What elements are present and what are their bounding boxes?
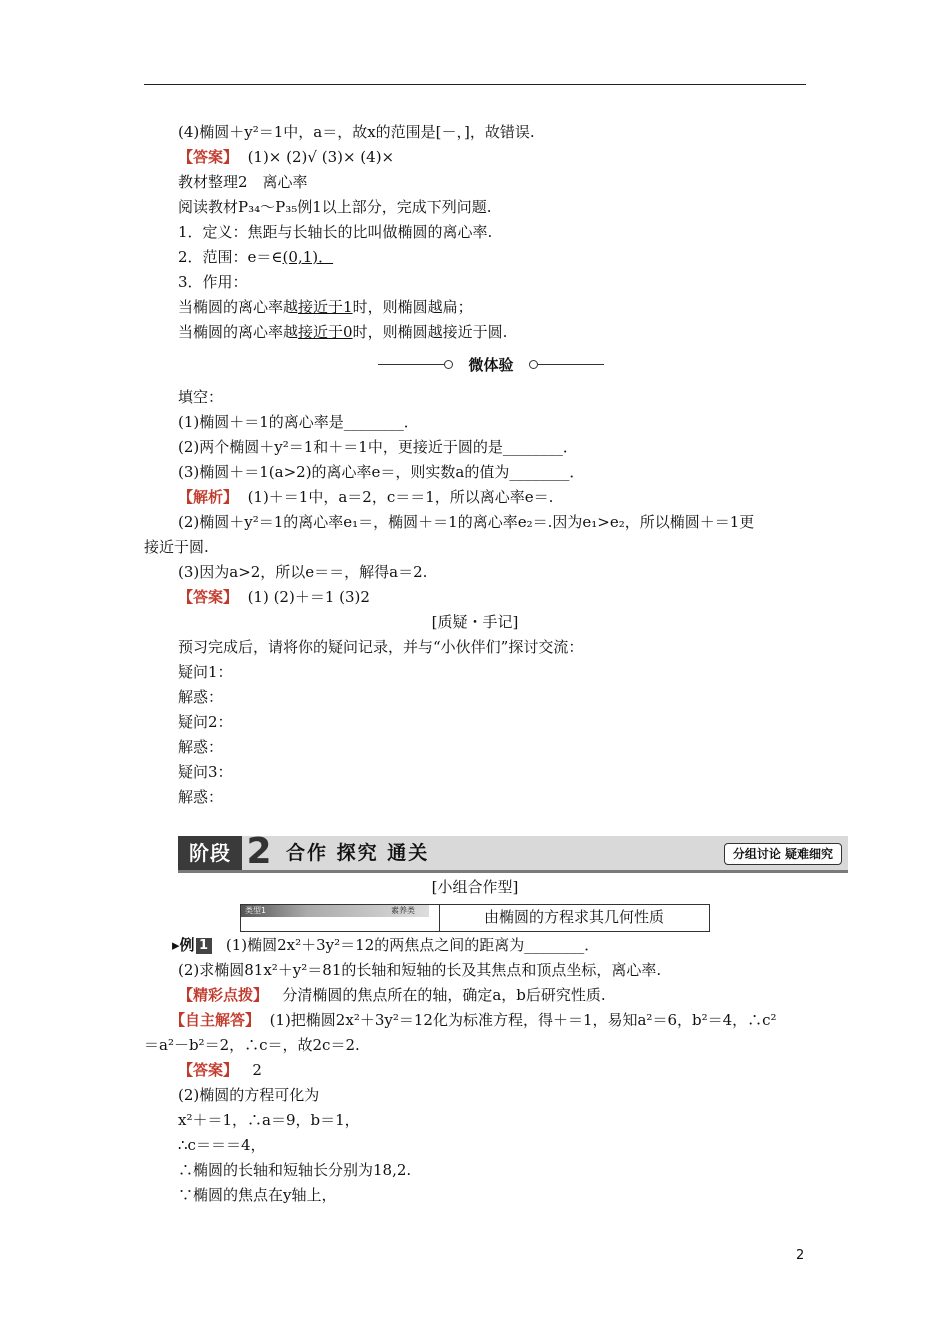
text-span: 时，则椭圆越扁； bbox=[352, 298, 473, 316]
text-line bbox=[178, 321, 507, 343]
solution-text: (1)把椭圆2x²＋3y²＝12化为标准方程，得＋＝1，易知a²＝6，b²＝4，∴c² bbox=[269, 1011, 777, 1029]
analysis-text: (1)＋＝1中，a＝2，c＝＝1，所以离心率e＝. bbox=[247, 488, 554, 506]
solution-tag: 【自主解答】 bbox=[170, 1011, 261, 1029]
answer-tag: 【答案】 bbox=[178, 588, 239, 606]
text-line: ∴c＝＝＝4， bbox=[178, 1136, 266, 1154]
text-line: 填空： bbox=[178, 388, 224, 406]
hint-line bbox=[178, 984, 606, 1006]
stage-number: 2 bbox=[246, 831, 272, 872]
example-badge-label: 例 bbox=[179, 936, 195, 954]
answer-text: (1) (2)＋＝1 (3)2 bbox=[247, 588, 370, 606]
answer-text: 2 bbox=[252, 1061, 262, 1079]
answer-tag: 【答案】 bbox=[178, 1061, 239, 1079]
type-title: 由椭圆的方程求其几何性质 bbox=[483, 908, 664, 926]
underlined-answer: 接近于1 bbox=[298, 298, 353, 316]
hint-text: 分清椭圆的焦点所在的轴，确定a，b后研究性质. bbox=[282, 986, 606, 1004]
range-value: (0,1)． bbox=[282, 248, 334, 266]
micro-experience-divider bbox=[378, 354, 604, 376]
resolve-label: 解惑： bbox=[178, 788, 224, 806]
example-badge: ▸例 1 bbox=[172, 934, 212, 956]
text-span: 当椭圆的离心率越 bbox=[178, 298, 299, 316]
text-line bbox=[178, 296, 473, 318]
question-line: (3)椭圆＋＝1(a>2)的离心率e＝，则实数a的值为________． bbox=[178, 463, 585, 481]
example-question: (1)椭圆2x²＋3y²＝12的两焦点之间的距离为________． bbox=[225, 936, 600, 954]
text-line: 阅读教材P₃₄～P₃₅例1以上部分，完成下列问题. bbox=[178, 198, 492, 216]
answer-line bbox=[178, 146, 394, 168]
text-line bbox=[178, 246, 333, 268]
group-title: [小组合作型] bbox=[431, 878, 519, 896]
resolve-label: 解惑： bbox=[178, 688, 224, 706]
stage-banner bbox=[178, 831, 848, 873]
text-line: (2)椭圆＋y²＝1的离心率e₁＝，椭圆＋＝1的离心率e₂＝.因为e₁>e₂，所以椭圆＋＝1更 bbox=[178, 513, 755, 531]
text-line: ∴椭圆的长轴和短轴长分别为18,2. bbox=[178, 1161, 412, 1179]
page-number: 2 bbox=[796, 1248, 805, 1263]
question-line: (1)椭圆＋＝1的离心率是________． bbox=[178, 413, 419, 431]
text-line: (2)椭圆的方程可化为 bbox=[178, 1086, 320, 1104]
text-line: (4)椭圆＋y²＝1中，a＝，故x的范围是[－，]，故错误. bbox=[178, 123, 535, 141]
hint-tag: 【精彩点拨】 bbox=[178, 986, 269, 1004]
text-span: 当椭圆的离心率越 bbox=[178, 323, 299, 341]
solution-line bbox=[170, 1009, 777, 1031]
doubt-label: 疑问3： bbox=[178, 763, 233, 781]
text-line: 3．作用： bbox=[178, 273, 248, 291]
solution-text: ＝a²－b²＝2，∴c＝，故2c＝2. bbox=[144, 1036, 360, 1054]
analysis-tag: 【解析】 bbox=[178, 488, 239, 506]
answer-line bbox=[178, 1059, 262, 1081]
stage-tag: 分组讨论 疑难细究 bbox=[724, 843, 842, 865]
text-line: 接近于圆. bbox=[144, 538, 209, 556]
answer-tag: 【答案】 bbox=[178, 148, 239, 166]
resolve-label: 解惑： bbox=[178, 738, 224, 756]
stage-label: 阶段 bbox=[178, 836, 242, 870]
text-line: (3)因为a>2，所以e＝＝，解得a＝2. bbox=[178, 563, 428, 581]
answer-text: (1)× (2)√ (3)× (4)× bbox=[247, 148, 395, 166]
header-rule bbox=[144, 84, 806, 85]
range-prefix: 2．范围：e＝∈ bbox=[178, 248, 283, 266]
example-question: (2)求椭圆81x²＋y²＝81的长轴和短轴的长及其焦点和顶点坐标，离心率. bbox=[178, 961, 662, 979]
doubt-label: 疑问2： bbox=[178, 713, 233, 731]
micro-experience-title: 微体验 bbox=[468, 356, 514, 374]
divider-dot bbox=[529, 360, 538, 369]
text-line: x²＋＝1，∴a＝9，b＝1， bbox=[178, 1111, 360, 1129]
question-line: (2)两个椭圆＋y²＝1和＋＝1中，更接近于圆的是________． bbox=[178, 438, 578, 456]
section-heading: 教材整理2 离心率 bbox=[178, 173, 308, 191]
type-tag: 素养类 bbox=[391, 906, 415, 915]
text-line: 预习完成后，请将你的疑问记录，并与“小伙伴们”探讨交流： bbox=[178, 638, 584, 656]
example-line bbox=[172, 934, 599, 956]
type-label: 类型1 bbox=[245, 906, 267, 915]
underlined-answer: 接近于0 bbox=[298, 323, 353, 341]
example-number: 1 bbox=[196, 938, 212, 954]
text-span: 时，则椭圆越接近于圆. bbox=[352, 323, 508, 341]
stage-title: 合作 探究 通关 bbox=[286, 842, 430, 864]
text-line: 1．定义：焦距与长轴长的比叫做椭圆的离心率. bbox=[178, 223, 493, 241]
answer-line bbox=[178, 586, 370, 608]
text-line: ∵椭圆的焦点在y轴上， bbox=[178, 1186, 337, 1204]
divider-line bbox=[538, 364, 604, 365]
doubt-label: 疑问1： bbox=[178, 663, 233, 681]
analysis-line bbox=[178, 486, 553, 508]
notes-title: [质疑・手记] bbox=[431, 613, 519, 631]
type-box bbox=[240, 904, 710, 932]
